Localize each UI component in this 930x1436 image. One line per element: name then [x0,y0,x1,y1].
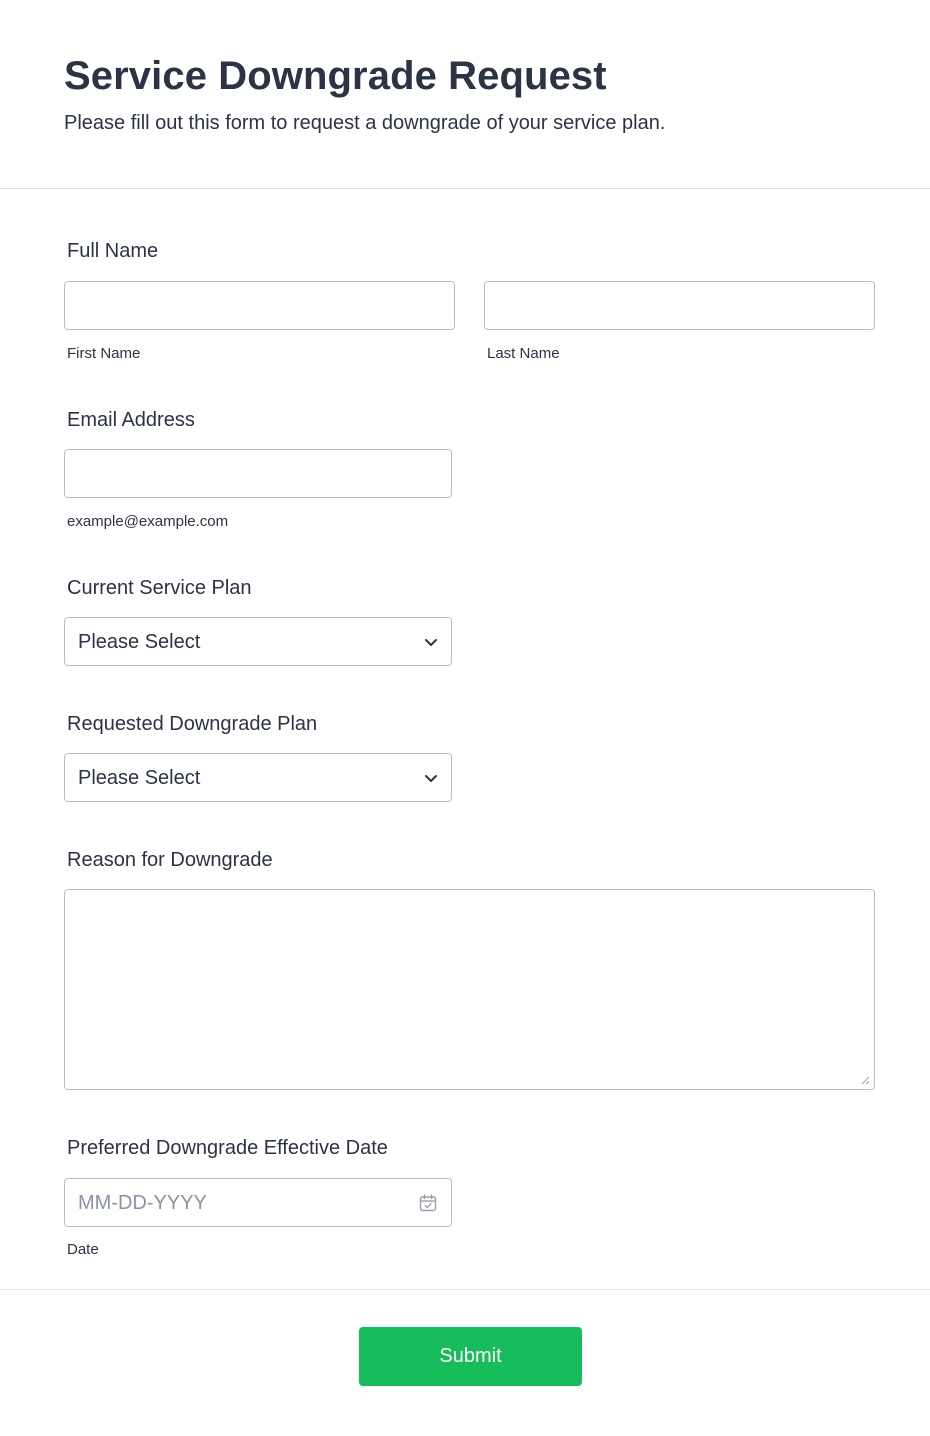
current-plan-select[interactable] [64,617,452,666]
email-label: Email Address [67,409,195,431]
resize-handle-icon[interactable] [860,1075,870,1085]
email-field[interactable] [64,449,452,498]
page-title: Service Downgrade Request [64,54,607,98]
first-name-input[interactable] [64,281,455,330]
current-plan-selected-value: Please Select [78,631,201,653]
date-input[interactable] [64,1178,452,1227]
chevron-down-icon [423,634,439,650]
requested-plan-select[interactable] [64,753,452,802]
requested-plan-selected-value: Please Select [78,767,201,789]
date-placeholder: MM-DD-YYYY [78,1192,207,1214]
requested-plan-label: Requested Downgrade Plan [67,713,318,735]
form-header [0,0,930,189]
page-subtitle: Please fill out this form to request a downgrade of your service plan. [64,112,666,134]
email-sublabel: example@example.com [67,513,229,530]
reason-label: Reason for Downgrade [67,849,273,871]
date-sublabel: Date [67,1241,99,1258]
last-name-input[interactable] [484,281,875,330]
full-name-label: Full Name [67,240,159,262]
submit-button[interactable]: Submit [359,1327,582,1386]
last-name-sublabel: Last Name [487,345,560,362]
chevron-down-icon [423,770,439,786]
current-plan-label: Current Service Plan [67,577,252,599]
first-name-sublabel: First Name [67,345,141,362]
calendar-icon[interactable] [418,1193,438,1213]
reason-textarea[interactable] [64,889,875,1090]
footer-divider [0,1289,930,1290]
effective-date-label: Preferred Downgrade Effective Date [67,1137,388,1159]
